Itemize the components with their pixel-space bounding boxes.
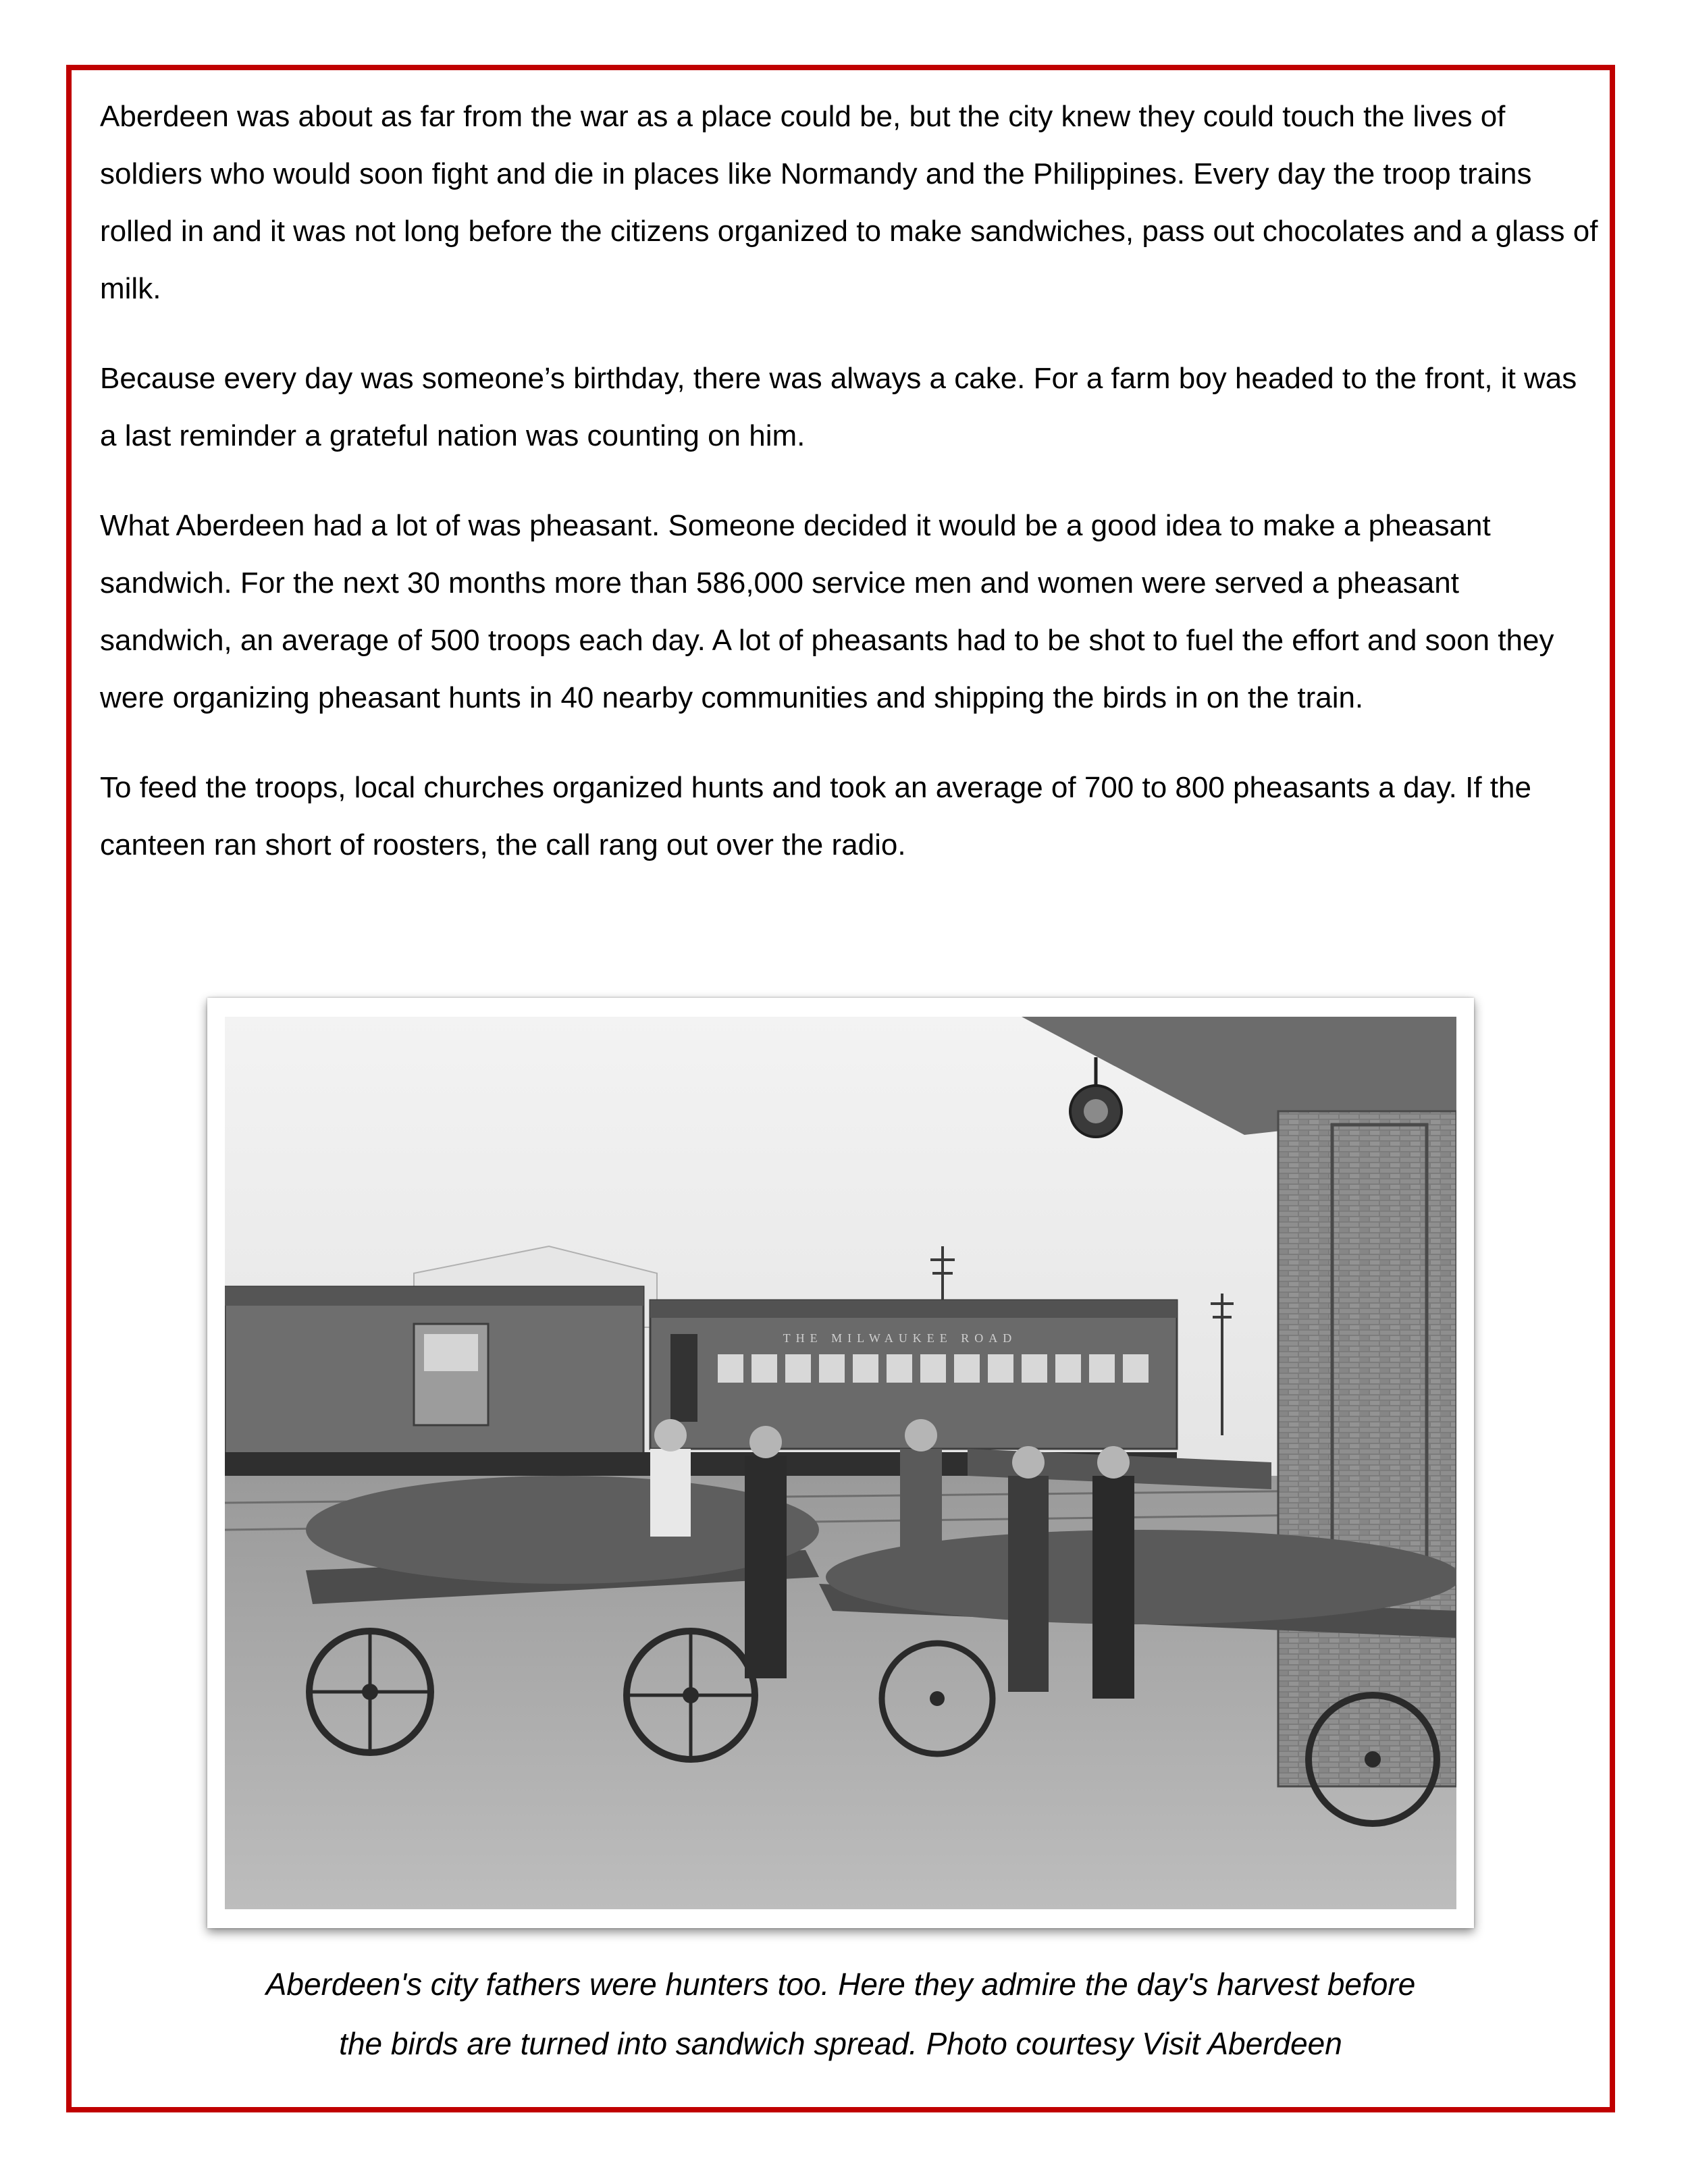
paragraph-3: What Aberdeen had a lot of was pheasant. Someone decided it would be a good idea to make a pheasant sandwich. For the next 30 months more than 586,000 service men and women were served a pheasant sandwich, an average of 500 troops each day. A lot of pheasants had to be shot to fuel the effort and soon they were organizing pheasant hunts in 40 nearby communities and shipping the birds in on the train. <box>100 509 1554 714</box>
photo-image <box>225 1017 1456 1909</box>
article-body <box>100 88 1599 906</box>
paragraph-1: Aberdeen was about as far from the war as a place could be, but the city knew they could touch the lives of soldiers who would soon fight and die in places like Normandy and the Philippines. Every day the troop trains rolled in and it was not long before the citizens organized to make sandwiches, pass out chocolates and a glass of milk. <box>100 100 1598 305</box>
paragraph-2: Because every day was someone’s birthday, there was always a cake. For a farm boy headed to the front, it was a last reminder a grateful nation was counting on him. <box>100 362 1577 452</box>
paragraph-4: To feed the troops, local churches organized hunts and took an average of 700 to 800 pheasants a day. If the canteen ran short of roosters, the call rang out over the radio. <box>100 771 1531 861</box>
railcar-lettering: THE MILWAUKEE ROAD <box>783 1331 1018 1345</box>
historic-photo <box>207 998 1474 1928</box>
caption-line-1: Aberdeen's city fathers were hunters too. Here they admire the day's harvest before <box>265 1967 1416 2002</box>
caption-line-2: the birds are turned into sandwich spread. Photo courtesy Visit Aberdeen <box>339 2026 1342 2061</box>
photo-caption <box>203 1954 1479 2073</box>
